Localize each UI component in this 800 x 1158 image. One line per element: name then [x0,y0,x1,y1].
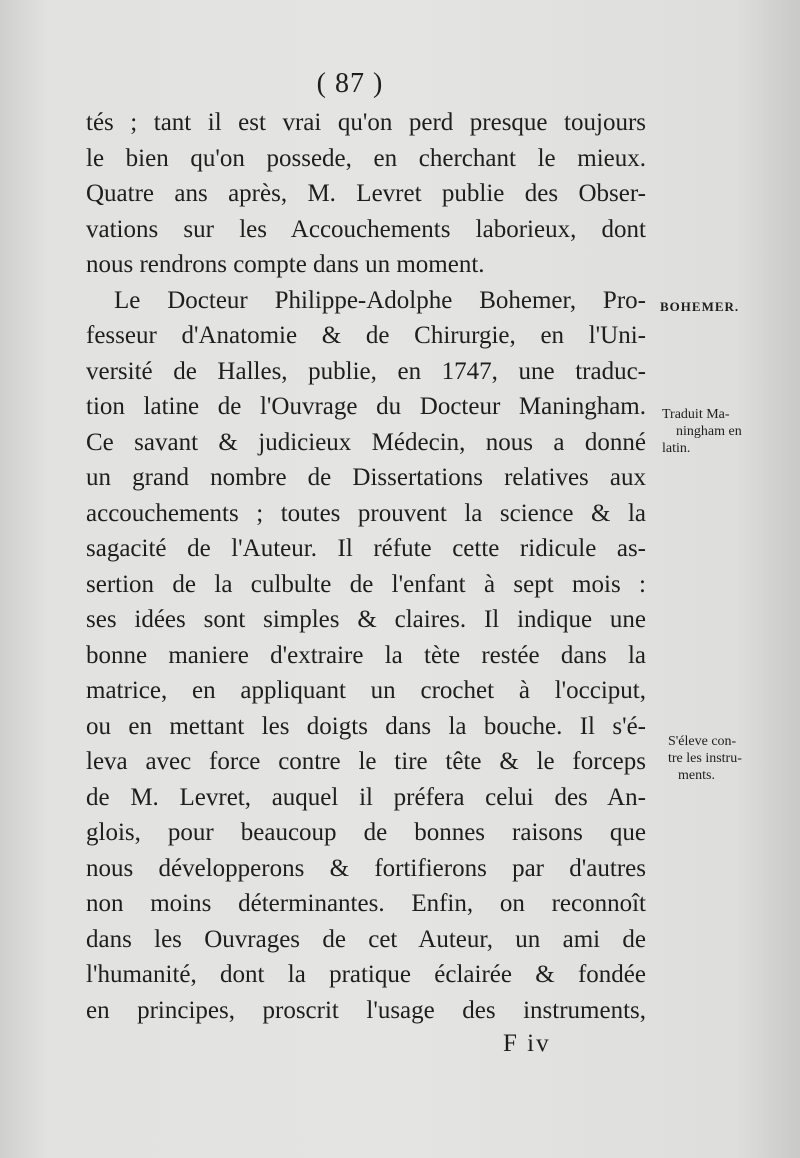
margin-note-line: Traduit Ma- [662,407,730,422]
page-number: ( 87 ) [316,68,384,99]
signature-mark: F iv [503,1030,551,1057]
text-line: le bien qu'on possede, en cherchant le mieux. [86,144,646,172]
text-line: vations sur les Accouchements laborieux, dont [86,215,646,243]
margin-note-line: latin. [662,441,691,456]
margin-note-line: ningham en [676,424,742,439]
text-line: ou en mettant les doigts dans la bouche. Il s'é- [86,712,646,740]
text-line: tés ; tant il est vrai qu'on perd presque toujours [86,109,646,136]
margin-note-line: S'éleve con- [668,734,737,749]
margin-note-traduit [662,406,797,457]
text-line: sagacité de l'Auteur. Il réfute cette ridicule as- [86,535,646,562]
text-line: fesseur d'Anatomie & de Chirurgie, en l'Uni- [86,322,646,349]
text-line: sertion de la culbulte de l'enfant à sept mois : [86,570,646,598]
text-line: versité de Halles, publie, en 1747, une traduc- [86,357,646,385]
text-line: non moins déterminantes. Enfin, on reconnoît [86,890,646,917]
margin-note-line: BOHEMER. [660,299,740,314]
margin-note-line: tre les instru- [668,751,742,766]
margin-note-line: ments. [678,768,715,783]
text-line: ses idées sont simples & claires. Il indique une [86,606,646,633]
body-text [86,105,646,1028]
text-line: en principes, proscrit l'usage des instruments, [86,996,646,1024]
text-line: Ce savant & judicieux Médecin, nous a donné [86,428,646,456]
margin-note-bohemer [660,298,795,315]
text-line: leva avec force contre le tire tête & le forceps [86,748,646,775]
text-line: un grand nombre de Dissertations relatives aux [86,464,646,491]
margin-note-seleve [668,733,800,784]
text-line: dans les Ouvrages de cet Auteur, un ami de [86,925,646,953]
text-line: nous rendrons compte dans un moment. [86,251,485,278]
text-line: matrice, en appliquant un crochet à l'occiput, [86,677,646,704]
text-line: de M. Levret, auquel il préfera celui des An- [86,783,646,811]
text-line: bonne maniere d'extraire la tète restée dans la [86,641,646,669]
text-line: tion latine de l'Ouvrage du Docteur Maningham. [86,393,646,420]
text-line: l'humanité, dont la pratique éclairée & fondée [86,961,646,988]
text-line: accouchements ; toutes prouvent la science & la [86,499,646,527]
text-line: glois, pour beaucoup de bonnes raisons que [86,819,646,846]
text-line: Quatre ans après, M. Levret publie des Obser- [86,180,646,207]
text-line: Le Docteur Philippe-Adolphe Bohemer, Pro- [114,286,646,314]
text-line: nous développerons & fortifierons par d'autres [86,854,646,882]
